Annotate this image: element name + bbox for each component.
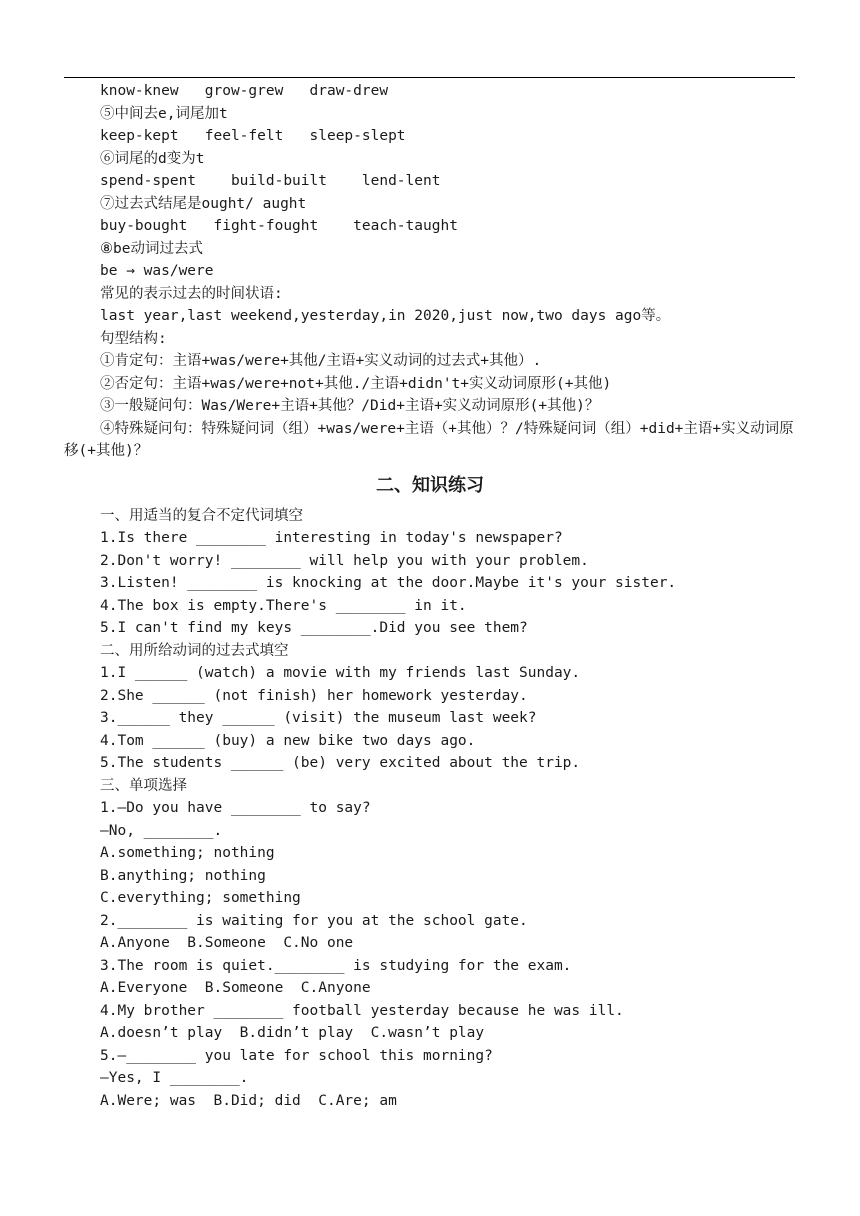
text-line: know-knew grow-grew draw-drew bbox=[100, 83, 389, 99]
exercise-item: 4.The box is empty.There's ________ in it. bbox=[100, 597, 467, 614]
exercise-option: A.Were; was B.Did; did C.Are; am bbox=[100, 1092, 397, 1109]
exercise-item: 5.I can't find my keys ________.Did you see them? bbox=[100, 620, 528, 636]
text-line: 常见的表示过去的时间状语: bbox=[100, 285, 283, 302]
exercise-item: 2.________ is waiting for you at the school gate. bbox=[100, 912, 528, 929]
text-line: buy-bought fight-fought teach-taught bbox=[100, 218, 458, 234]
text-line: ⑧be动词过去式 bbox=[100, 240, 203, 257]
exercise-item: 2.Don't worry! ________ will help you with your problem. bbox=[100, 552, 589, 569]
text-line-wrapped: ④特殊疑问句：特殊疑问词（组）+was/were+主语（+其他）？/特殊疑问词（组）+did+主语+实义动词原移(+其他)？ bbox=[64, 420, 794, 459]
exercise-item: 3.Listen! ________ is knocking at the door.Maybe it's your sister. bbox=[100, 575, 677, 591]
text-line: ②否定句：主语+was/were+not+其他./主语+didn't+实义动词原形(+其他) bbox=[100, 375, 612, 392]
text-line: spend-spent build-built lend-lent bbox=[100, 173, 441, 189]
text-line: ①肯定句：主语+was/were+其他/主语+实义动词的过去式+其他）. bbox=[100, 353, 542, 369]
exercise-item: 4.Tom ______ (buy) a new bike two days ago. bbox=[100, 732, 476, 749]
exercise-option: B.anything; nothing bbox=[100, 867, 266, 884]
header-rule bbox=[64, 77, 795, 78]
exercise-heading: 三、单项选择 bbox=[100, 777, 187, 794]
exercise-item: 3.The room is quiet.________ is studying for the exam. bbox=[100, 957, 572, 974]
text-line: 句型结构: bbox=[100, 330, 167, 347]
exercise-item: 3.______ they ______ (visit) the museum last week? bbox=[100, 710, 537, 726]
exercise-item: 5.—________ you late for school this morning? bbox=[100, 1047, 493, 1064]
text-line: ⑦过去式结尾是ought/ aught bbox=[100, 195, 307, 212]
text-line: ⑤中间去e,词尾加t bbox=[100, 105, 228, 122]
exercise-option: A.Everyone B.Someone C.Anyone bbox=[100, 980, 371, 996]
text-line: last year,last weekend,yesterday,in 2020,just now,two days ago等。 bbox=[100, 308, 671, 324]
document-body bbox=[0, 80, 860, 1112]
exercise-item: 1.—Do you have ________ to say? bbox=[100, 800, 371, 816]
section-title: 二、知识练习 bbox=[376, 474, 484, 496]
text-line: ③一般疑问句：Was/Were+主语+其他？/Did+主语+实义动词原形(+其他)？ bbox=[100, 398, 600, 414]
text-line: be → was/were bbox=[100, 263, 214, 279]
exercise-item: 4.My brother ________ football yesterday because he was ill. bbox=[100, 1002, 624, 1019]
text-line: keep-kept feel-felt sleep-slept bbox=[100, 128, 406, 144]
exercise-heading: 二、用所给动词的过去式填空 bbox=[100, 642, 289, 659]
exercise-option: A.Anyone B.Someone C.No one bbox=[100, 935, 354, 951]
exercise-item: 1.Is there ________ interesting in today's newspaper? bbox=[100, 530, 563, 546]
exercise-item: 1.I ______ (watch) a movie with my friends last Sunday. bbox=[100, 665, 581, 681]
exercise-heading: 一、用适当的复合不定代词填空 bbox=[100, 507, 303, 524]
exercise-option: A.doesn’t play B.didn’t play C.wasn’t play bbox=[100, 1025, 485, 1041]
exercise-option: A.something; nothing bbox=[100, 845, 275, 861]
exercise-item: 2.She ______ (not finish) her homework yesterday. bbox=[100, 687, 528, 704]
text-line: ⑥词尾的d变为t bbox=[100, 150, 205, 167]
exercise-item: —No, ________. bbox=[100, 822, 223, 839]
exercise-item: —Yes, I ________. bbox=[100, 1070, 249, 1086]
exercise-item: 5.The students ______ (be) very excited about the trip. bbox=[100, 755, 581, 771]
exercise-option: C.everything; something bbox=[100, 890, 301, 906]
